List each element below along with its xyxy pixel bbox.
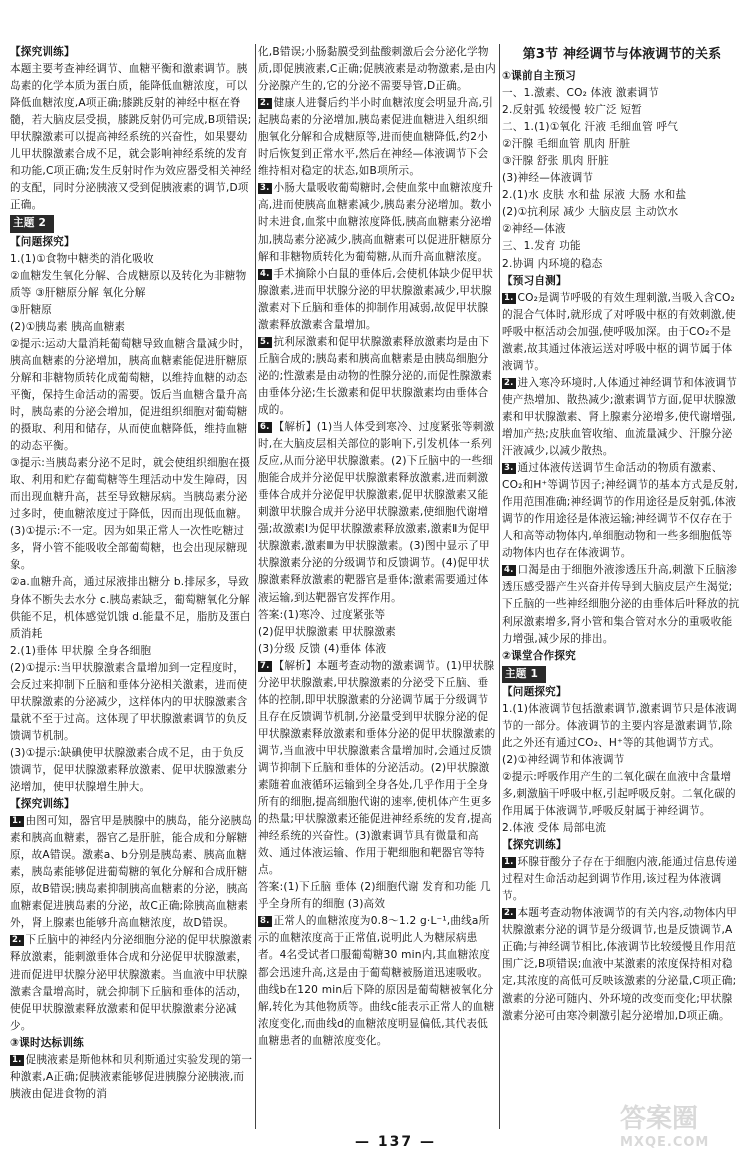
question-number: 1. xyxy=(12,816,22,827)
question-number: 2. xyxy=(260,98,270,109)
question-answer xyxy=(502,375,742,460)
paragraph: 2.(1)垂体 甲状腺 全身各细胞 xyxy=(10,644,152,657)
section-heading: 【探究训练】 xyxy=(502,839,567,852)
section-title: ②课堂合作探究 xyxy=(502,649,576,662)
answer-text: 通过体液传送调节生命活动的物质有激素、CO₂和H⁺等调节因子;神经调节的基本方式是反射,作用范围准确;神经调节的作用途径是反射弧,体液调节的作用途径是体液运输;神经调节不仅存在于人和高等动物体内,单细胞动物和一些多细胞低等动物体内也存在体液调节。 xyxy=(502,462,739,560)
question-number: 2. xyxy=(12,935,22,946)
page-number: — 137 — xyxy=(355,1134,436,1150)
section-title: ③课时达标训练 xyxy=(10,1036,84,1049)
answer-text: 健康人进餐后约半小时血糖浓度会明显升高,引起胰岛素的分泌增加,胰岛素促进血糖进入组织细胞氧化分解和合成糖原等,进而使血糖降低,约2小时后恢复到正常水平,然后在神经—体液调节下会维持相对稳定的状态,如B项所示。 xyxy=(258,97,493,178)
question-answer xyxy=(502,460,742,562)
paragraph: 2.体液 受体 局部电流 xyxy=(502,822,606,835)
column-divider xyxy=(499,44,500,1129)
paragraph: (3)①提示:缺碘使甲状腺激素合成不足，由于负反馈调节，促甲状腺激素释放激素、促甲状腺激素分泌增加，使甲状腺增生肿大。 xyxy=(10,746,248,794)
question-answer xyxy=(258,334,498,419)
section-heading: 【探究训练】 xyxy=(10,46,75,58)
paragraph: (2)①提示:当甲状腺激素含量增加到一定程度时，会反过来抑制下丘脑和垂体分泌相关激素，进而使甲状腺激素的分泌减少，这样体内的甲状腺激素含量就不至于过高。这体现了甲状腺激素调节的负反馈调节机制。 xyxy=(10,661,248,742)
paragraph: ②提示:呼吸作用产生的二氧化碳在血液中含量增多,刺激脑干呼吸中枢,引起呼吸反射。二氧化碳的作用属于体液调节,呼吸反射属于神经调节。 xyxy=(502,770,736,818)
left-column xyxy=(10,44,254,1129)
answer-text: 抗利尿激素和促甲状腺激素释放激素均是由下丘脑合成的;胰岛素和胰高血糖素是由胰岛细胞分泌的;性激素是由动物的性腺分泌的,而促性腺激素由垂体分泌;生长激素和促甲状腺激素均由垂体合成的。 xyxy=(258,335,493,416)
topic-block xyxy=(502,665,742,684)
question-number: 2. xyxy=(504,908,514,919)
answer-text: 【解析】(1)当人体受到寒冷、过度紧张等刺激时,在大脑皮层相关部位的影响下,引发机体一系列反应,从而分泌甲状腺激素。(2)下丘脑中的一些细胞能合成并分泌促甲状腺激素释放激素,进而刺激垂体合成并分泌促甲状腺激素,促甲状腺激素又能刺激甲状腺合成并分泌甲状腺激素,使细胞代谢增强;故激素Ⅰ为促甲状腺激素释放激素,激素Ⅱ为促甲状腺激素,激素Ⅲ为甲状腺激素。(3)图中显示了甲状腺激素分泌的分级调节和反馈调节。(4)促甲状腺激素释放激素的靶器官是垂体;激素需要通过体液运输,到达靶器官发挥作用。 xyxy=(258,421,495,604)
paragraph: 本题主要考查神经调节、血糖平衡和激素调节。胰岛素的化学本质为蛋白质，能降低血糖浓度，可以降低血糖浓度,A项正确;膝跳反射的神经中枢在脊髓，若大脑皮层受损，膝跳反射仍可完成,B项错误;甲状腺激素可以提高神经系统的兴奋性，如果婴幼儿甲状腺激素合成不足，就会影响神经系统的发育和功能,C项正确;发生反射时作为效应器受相关神经的支配，同时分泌胰液又受到促胰液素的调节,D项正确。 xyxy=(10,63,252,212)
right-column xyxy=(502,44,742,1129)
question-answer xyxy=(502,562,742,647)
column-divider xyxy=(255,44,256,1129)
question-number: 4. xyxy=(260,268,270,279)
paragraph: 答案:(1)下丘脑 垂体 (2)细胞代谢 发育和功能 几乎全身所有的细胞 (3)高效 xyxy=(258,881,491,911)
paragraph: 2.反射弧 较缓慢 较广泛 短暂 xyxy=(502,104,642,117)
answer-text: 口渴是由于细胞外液渗透压升高,刺激下丘脑渗透压感受器产生兴奋并传导到大脑皮层产生渴觉;下丘脑的一些神经细胞分泌的由垂体后叶释放的抗利尿激素增多,肾小管和集合管对水分的重吸收能力增强,减少尿的排出。 xyxy=(502,564,740,645)
question-number: 7. xyxy=(260,660,270,671)
question-answer xyxy=(258,913,498,1049)
question-number: 1. xyxy=(504,292,514,303)
watermark-logo xyxy=(620,1098,740,1152)
paragraph: (2)①抗利尿 减少 大脑皮层 主动饮水 xyxy=(502,206,679,219)
watermark-text: 答案圈 xyxy=(620,1104,699,1134)
answer-text: 下丘脑中的神经内分泌细胞分泌的促甲状腺激素释放激素，能刺激垂体合成和分泌促甲状腺激素，进而促进甲状腺分泌甲状腺激素。当血液中甲状腺激素含量增高时，就会抑制下丘脑和垂体的活动，使促甲状腺激素释放激素和促甲状腺激素分泌减少。 xyxy=(10,934,253,1032)
paragraph: ②a.血糖升高，通过尿液排出糖分 b.排尿多，导致身体不断失去水分 c.胰岛素缺乏，葡萄糖氧化分解供能不足，机体感觉饥饿 d.能量不足，脂肪及蛋白质消耗 xyxy=(10,576,251,640)
question-number: 3. xyxy=(260,183,270,194)
question-number: 1. xyxy=(504,857,514,868)
paragraph: ②神经—体液 xyxy=(502,223,566,236)
question-number: 3. xyxy=(504,463,514,474)
answer-text: 由图可知，器官甲是胰腺中的胰岛，能分泌胰岛素和胰高血糖素，器官乙是肝脏，能合成和分解糖原，故A错误。激素a、b分别是胰岛素、胰高血糖素，胰岛素能够促进葡萄糖的氧化分解和合成肝糖原，故B错误;胰岛素抑制胰高血糖素的分泌，胰高血糖素促进胰岛素的分泌，故C正确;除胰高血糖素外，肾上腺素也能够升高血糖浓度，故D错误。 xyxy=(10,815,253,930)
question-answer xyxy=(10,813,254,932)
section-heading: 【预习自测】 xyxy=(502,274,567,287)
answer-text: 【解析】本题考查动物的激素调节。(1)甲状腺分泌甲状腺激素,甲状腺激素的分泌受下丘脑、垂体的控制,即甲状腺激素的分泌调节属于分级调节且存在反馈调节机制,分泌量受到甲状腺分泌的促甲状腺激素释放激素和垂体分泌的促甲状腺激素的调节,当血液中甲状腺激素含量增加时,会通过反馈调节抑制下丘脑和垂体的分泌活动。(2)甲状腺激素随着血液循环运输到全身各处,几乎作用于全身所有的细胞,提高细胞代谢的速率,使机体产生更多的热量;甲状腺激素还能促进神经系统的发育,提高神经系统的兴奋性。(3)激素调节具有微量和高效、通过体液运输、作用于靶细胞和靶器官等特点。 xyxy=(258,659,496,877)
answer-text: 环腺苷酸分子存在于细胞内液,能通过信息传递过程对生命活动起到调节作用,该过程为体液调节。 xyxy=(502,856,737,903)
paragraph: 1.(1)①食物中糖类的消化吸收 xyxy=(10,252,154,265)
paragraph: (3)①提示:不一定。因为如果正常人一次性吃糖过多，肾小管不能吸收全部葡萄糖，也会出现尿糖现象。 xyxy=(10,525,248,572)
answer-text: 手术摘除小白鼠的垂体后,会使机体缺少促甲状腺激素,进而甲状腺分泌的甲状腺激素减少,甲状腺激素对下丘脑和垂体的抑制作用减弱,故促甲状腺激素释放激素含量增加。 xyxy=(258,267,493,331)
answer-text: 进入寒冷环境时,人体通过神经调节和体液调节使产热增加、散热减少;激素调节方面,促甲状腺激素和甲状腺激素、肾上腺素分泌增多,使代谢增强,增加产热;皮肤血管收缩、血流量减少、汗腺分泌汗液减少,以减少散热。 xyxy=(502,376,737,458)
section-heading: 【探究训练】 xyxy=(10,798,75,811)
question-number: 1. xyxy=(12,1054,22,1065)
paragraph: 一、1.激素、CO₂ 体液 激素调节 xyxy=(502,87,659,100)
answer-text: 正常人的血糖浓度为0.8～1.2 g·L⁻¹,曲线a所示的血糖浓度高于正常值,说明此人为糖尿病患者。4名受试者口服葡萄糖30 min内,其血糖浓度都会迅速升高,这是由于葡萄糖被肠道迅速吸收。曲线b在120 min后下降的原因是葡萄糖被氧化分解,转化为其他物质等。曲线c能表示正常人的血糖浓度变化,而曲线d的血糖浓度明显偏低,其代表低血糖患者的血糖浓度变化。 xyxy=(258,915,495,1047)
paragraph: 2.协调 内环境的稳态 xyxy=(502,257,603,270)
question-answer xyxy=(258,658,498,880)
question-answer xyxy=(502,905,742,1024)
paragraph: ②汗腺 毛细血管 肌肉 肝脏 xyxy=(502,138,631,151)
paragraph: (2)①胰岛素 胰高血糖素 xyxy=(10,320,126,333)
paragraph: (3)神经—体液调节 xyxy=(502,172,594,185)
paragraph: 三、1.发育 功能 xyxy=(502,240,581,253)
section-heading: 【问题探究】 xyxy=(502,685,567,698)
question-number: 5. xyxy=(260,336,270,347)
paragraph: 化,B错误;小肠黏膜受到盐酸刺激后会分泌化学物质,即促胰液素,C正确;促胰液素是动物激素,是由内分泌腺产生的,它的分泌不需要导管,D正确。 xyxy=(258,46,496,93)
paragraph: (2)①神经调节和体液调节 xyxy=(502,753,625,766)
answer-text: 本题考查动物体液调节的有关内容,动物体内甲状腺激素分泌的调节是分级调节,也是反馈调节,A正确;与神经调节相比,体液调节比较缓慢且作用范围广泛,B项错误;血液中某激素的浓度保持相对稳定,其浓度的高低可反映该激素的分泌量,C项正确;激素的分泌可随内、外环境的改变而变化;甲状腺激素分泌可由寒冷刺激引起分泌增加,D项正确。 xyxy=(502,907,737,1022)
question-answer xyxy=(258,180,498,265)
paragraph: ②血糖发生氧化分解、合成糖原以及转化为非糖物质等 ③肝糖原分解 氧化分解 xyxy=(10,269,247,299)
answer-text: 促胰液素是斯他林和贝利斯通过实验发现的第一种激素,A正确;促胰液素能够促进胰腺分泌胰液,而胰液由促进食物的消 xyxy=(10,1053,253,1100)
paragraph: (2)促甲状腺激素 甲状腺激素 xyxy=(258,625,396,638)
section-title: ①课前自主预习 xyxy=(502,70,576,82)
question-answer xyxy=(502,290,742,375)
answer-text: 小肠大量吸收葡萄糖时,会使血浆中血糖浓度升高,进而使胰高血糖素减少,胰岛素分泌增加。数小时未进食,血浆中血糖浓度降低,胰高血糖素分泌增加,胰岛素分泌减少,胰高血糖素可以促进肝糖原分解和非糖物质转化为葡萄糖,从而升高血糖浓度。 xyxy=(258,182,493,263)
question-number: 2. xyxy=(504,377,514,388)
question-answer xyxy=(10,1052,254,1103)
question-answer xyxy=(258,266,498,334)
topic-label: 主题 1 xyxy=(502,666,546,683)
middle-column xyxy=(258,44,498,1129)
question-number: 4. xyxy=(504,565,514,576)
watermark-url: MXQE.COM xyxy=(620,1135,710,1150)
topic-block xyxy=(10,214,254,233)
question-answer xyxy=(258,95,498,180)
section-heading: 【问题探究】 xyxy=(10,235,75,248)
paragraph: 2.(1)水 皮肤 水和盐 尿液 大肠 水和盐 xyxy=(502,189,687,202)
paragraph: 答案:(1)寒冷、过度紧张等 xyxy=(258,608,386,621)
paragraph: (3)分级 反馈 (4)垂体 体液 xyxy=(258,642,387,655)
question-answer xyxy=(10,932,254,1034)
question-answer xyxy=(502,854,742,905)
question-answer xyxy=(258,419,498,607)
topic-label: 主题 2 xyxy=(10,215,54,232)
paragraph: ③汗腺 舒张 肌肉 肝脏 xyxy=(502,155,609,168)
page-title: 第3节 神经调节与体液调节的关系 xyxy=(522,47,722,62)
paragraph: ②提示:运动大量消耗葡萄糖导致血糖含量减少时，胰高血糖素的分泌增加，胰高血糖素能促进肝糖原分解和非糖物质转化成葡萄糖，以维持血糖的动态平衡，保持生命活动的需要。饭后当血糖含量升高时，胰岛素的分泌会增加，促进组织细胞对葡萄糖的摄取、利用和储存，从而使血糖降低，维持血糖的动态平衡。 xyxy=(10,337,251,453)
paragraph: ③肝糖原 xyxy=(10,303,53,316)
answer-text: CO₂是调节呼吸的有效生理刺激,当吸入含CO₂的混合气体时,就形成了对呼吸中枢的有效刺激,使呼吸中枢活动会加强,使呼吸加深。由于CO₂不是激素,故其通过体液运送对呼吸中枢的调节属于体液调节。 xyxy=(502,291,736,372)
question-number: 6. xyxy=(260,422,270,433)
question-number: 8. xyxy=(260,916,270,927)
paragraph: 二、1.(1)①氧化 汗液 毛细血管 呼气 xyxy=(502,121,679,134)
paragraph: 1.(1)体液调节包括激素调节,激素调节只是体液调节的一部分。体液调节的主要内容是激素调节,除此之外还有通过CO₂、H⁺等的其他调节方式。 xyxy=(502,702,737,749)
paragraph: ③提示:当胰岛素分泌不足时，就会使组织细胞在摄取、利用和贮存葡萄糖等生理活动中发生障碍，因而出现血糖升高，甚至导致糖尿病。当胰岛素分泌过多时，使血糖浓度过于降低，因而出现低血糖。 xyxy=(10,457,251,521)
